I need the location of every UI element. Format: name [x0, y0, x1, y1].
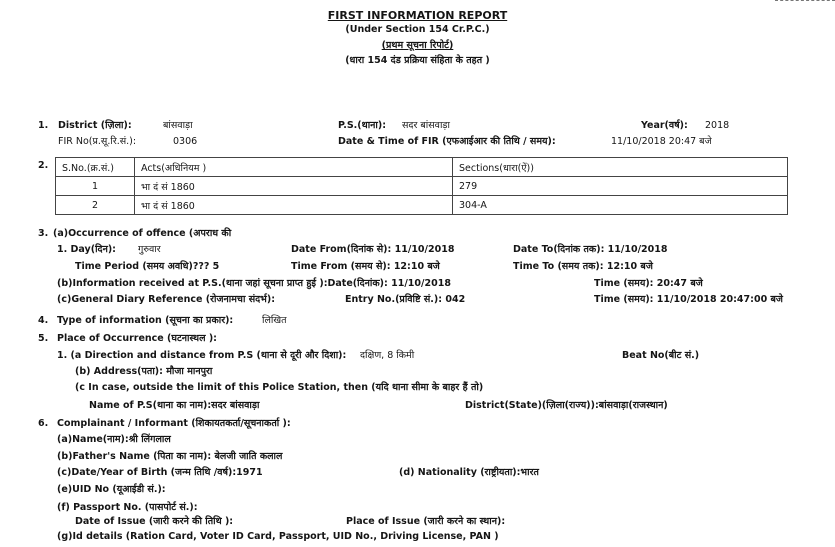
district-value: बांसवाड़ा — [163, 120, 193, 131]
section-6-number: 6. — [38, 418, 49, 429]
passport-place-of-issue: Place of Issue (जारी करने का स्थान): — [346, 516, 506, 527]
section-1-number: 1. — [38, 120, 49, 131]
time-from: Time From (समय से): 12:10 बजे — [291, 261, 440, 272]
row-act: भा दं सं 1860 — [135, 177, 453, 196]
fathers-name: (b)Father's Name (पिता का नाम): बेलजी जाति कलाल — [57, 451, 283, 462]
info-received-time: Time (समय): 20:47 बजे — [594, 278, 703, 289]
passport-date-of-issue: Date of Issue (जारी करने की तिथि ): — [75, 516, 234, 527]
section-4-number: 4. — [38, 315, 49, 326]
header-sections: Sections(धारा(ऐं)) — [453, 158, 788, 177]
date-from: Date From(दिनांक से): 11/10/2018 — [291, 244, 455, 255]
fir-datetime-label: Date & Time of FIR (एफआईआर की तिथि / समय): — [338, 136, 556, 147]
table-row — [56, 177, 788, 196]
row-section: 279 — [453, 177, 788, 196]
date-of-birth: (c)Date/Year of Birth (जन्म तिथि /वर्ष):1971 — [57, 467, 263, 478]
date-to: Date To(दिनांक तक): 11/10/2018 — [513, 244, 668, 255]
section-5-number: 5. — [38, 333, 49, 344]
ps-value: सदर बांसवाड़ा — [402, 120, 450, 131]
uid-no: (e)UID No (यूआईडी सं.): — [57, 484, 166, 495]
complainant-name: (a)Name(नाम):श्री लिंगलाल — [57, 434, 171, 445]
direction-distance-value: दक्षिण, 8 किमी — [360, 350, 415, 361]
table-row — [56, 196, 788, 215]
occurrence-label: (a)Occurrence of offence (अपराध की — [53, 228, 232, 239]
nationality: (d) Nationality (राष्ट्रीयता):भारत — [399, 467, 539, 478]
outside-limit: (c In case, outside the limit of this Police Station, then (यदि थाना सीमा के बाहर हैं तो) — [75, 382, 484, 393]
information-type-value: लिखित — [262, 315, 287, 326]
direction-distance-label: 1. (a Direction and distance from P.S (थाना से दूरी और दिशा): — [57, 350, 347, 361]
header-acts: Acts(अधिनियम ) — [135, 158, 453, 177]
id-details: (g)Id details (Ration Card, Voter ID Card, Passport, UID No., Driving License, PAN ) — [57, 531, 499, 542]
year-value: 2018 — [705, 120, 730, 131]
day-value: गुरुवार — [138, 244, 161, 255]
information-type-label: Type of information (सूचना का प्रकार): — [57, 315, 234, 326]
place-of-occurrence-label: Place of Occurrence (घटनास्थल ): — [57, 333, 217, 344]
fir-datetime-value: 11/10/2018 20:47 बजे — [611, 136, 712, 147]
row-sno: 1 — [56, 177, 135, 196]
row-section: 304-A — [453, 196, 788, 215]
section-2-number: 2. — [38, 160, 49, 171]
section-3-number: 3. — [38, 228, 49, 239]
address: (b) Address(पता): मौजा मानपुरा — [75, 366, 213, 377]
time-to: Time To (समय तक): 12:10 बजे — [513, 261, 653, 272]
entry-no: Entry No.(प्रविष्टि सं.): 042 — [345, 294, 466, 305]
passport-no: (f) Passport No. (पासपोर्ट सं.): — [57, 502, 198, 513]
beat-no: Beat No(बीट सं.) — [622, 350, 700, 361]
fir-no-value: 0306 — [173, 136, 198, 147]
info-received: (b)Information received at P.S.(थाना जहां सूचना प्राप्त हुई ):Date(दिनांक): 11/10/2018 — [57, 278, 451, 289]
page-edge-mark — [775, 0, 835, 7]
report-hindi-title: (प्रथम सूचना रिपोर्ट) — [381, 40, 454, 51]
district-label: District (ज़िला): — [58, 120, 132, 131]
report-subtitle: (Under Section 154 Cr.P.C.) — [345, 24, 490, 35]
year-label: Year(वर्ष): — [641, 120, 688, 131]
district-state: District(State)(ज़िला(राज्य)):बांसवाड़ा(राजस्थान) — [465, 400, 668, 411]
general-diary-time: Time (समय): 11/10/2018 20:47:00 बजे — [594, 294, 783, 305]
other-ps-name: Name of P.S(थाना का नाम):सदर बांसवाड़ा — [89, 400, 260, 411]
day-label: 1. Day(दिन): — [57, 244, 116, 255]
acts-sections-table — [55, 157, 788, 215]
general-diary-reference: (c)General Diary Reference (रोजनामचा संदर्भ): — [57, 294, 276, 305]
report-title: FIRST INFORMATION REPORT — [327, 9, 508, 22]
header-sno: S.No.(क्र.सं.) — [56, 158, 135, 177]
ps-label: P.S.(थाना): — [338, 120, 387, 131]
row-act: भा दं सं 1860 — [135, 196, 453, 215]
table-header-row — [56, 158, 788, 177]
fir-no-label: FIR No(प्र.सू.रि.सं.): — [58, 136, 137, 147]
complainant-label: Complainant / Informant (शिकायतकर्ता/सूचनाकर्ता ): — [57, 418, 291, 429]
report-hindi-subtitle: (धारा 154 दंड प्रक्रिया संहिता के तहत ) — [345, 55, 490, 66]
time-period: Time Period (समय अवधि)??? 5 — [75, 261, 220, 272]
row-sno: 2 — [56, 196, 135, 215]
